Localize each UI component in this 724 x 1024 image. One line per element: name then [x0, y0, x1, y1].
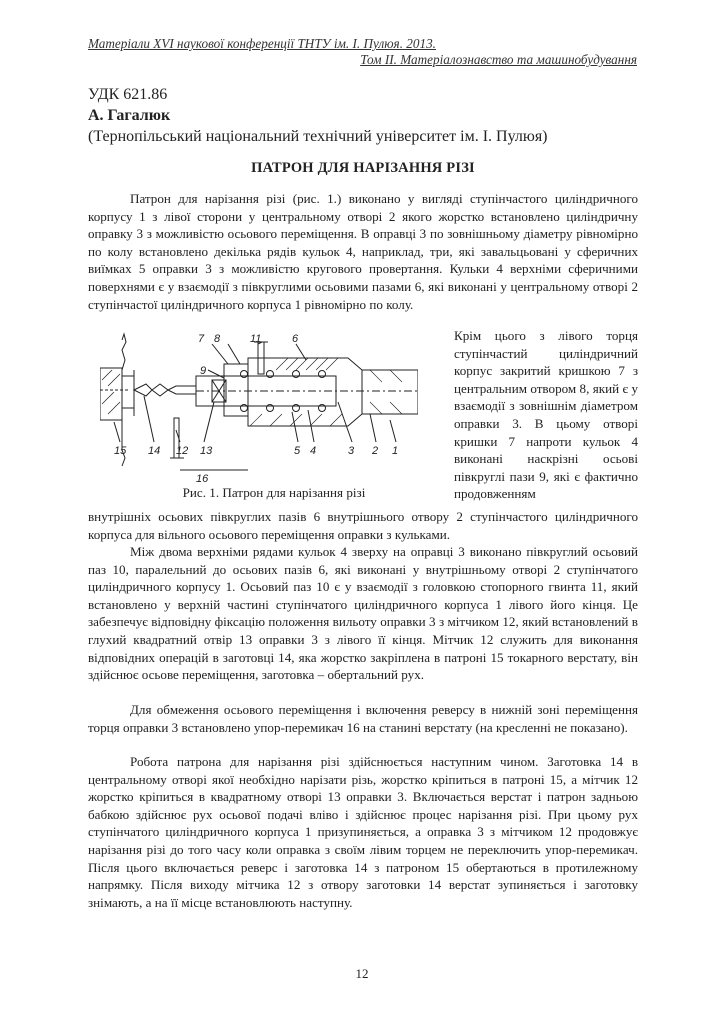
author-name: А. Гагалюк — [88, 107, 171, 124]
figure-label-8: 8 — [214, 333, 221, 345]
udk-code: УДК 621.86 — [88, 86, 168, 103]
figure-label-1: 1 — [392, 445, 399, 457]
paragraph-5: Робота патрона для нарізання різі здійснюється наступним чином. Заготовка 14 в центральному отворі якої необхідно нарізати різь, жорстко кріпиться в патроні 15, а мітчик 12 жорстко кріпиться в квадратному отворі 13 оправки 3. Включається верстат і патрон задньою бабкою здійснює рух осьової подачі вліво і здійснює процес нарізання різі. При цьому рух ступінчатого циліндричного корпуса 1 призупиняється, а оправка 3 з мітчиком 12 продовжує нарізання різі до того часу коли оправка з своїм лівим торцем не переключить упор-перемикач. Після цього включається реверс і заготовка 14 з патроном 15 обертаються в протилежному напрямку. Після виходу мітчика 12 з отвору заготовки 14 верстат зупиняється і заготовку знімають, а на її місце встановлюють наступну. — [88, 754, 638, 910]
paragraph-3: Між двома верхніми рядами кульок 4 зверху на оправці 3 виконано півкруглий осьовий паз 10, паралельний до осьових пазів 6, які виконані у внутрішньому отворі 2 ступінчатого циліндричного корпусу 1. Осьовий паз 10 є у взаємодії з головкою стопорного гвинта 11, який встановлено у верхній частині ступінчатого циліндричного корпуса 1 лівого його кінця. Це забезпечує відповідну фіксацію положення вильоту оправки 3 з мітчиком 12, який встановлений в глухий квадратний отвір 13 оправки 3 з лівого її кінця. Мітчик 12 служить для виконання відповідних операцій в заготовці 14, яка жорстко закріплена в патроні 15 токарного верстату, він здійснює осьове переміщення, заготовка – обертальний рух. — [88, 544, 638, 683]
figure-label-6: 6 — [292, 333, 299, 345]
figure-chuck-drawing — [100, 330, 418, 488]
figure-label-4: 4 — [310, 445, 317, 457]
running-header-volume: Том ІІ. Матеріалознавство та машинобудування — [360, 52, 637, 67]
paragraph-side: Крім цього з лівого торця ступінчастий циліндричний корпус закритий кришкою 7 з центральним отвором 8, який є у взаємодії з зовнішнім діаметром оправки 3. В цьому отворі кришки 7 напроти кульок 4 виконані наскрізні осьові півкруглі пази 9, які є фактично продовженням — [454, 328, 638, 502]
figure-label-11: 11 — [250, 333, 262, 345]
page-number: 12 — [355, 966, 369, 981]
figure-label-12: 12 — [176, 445, 189, 457]
figure-caption: Рис. 1. Патрон для нарізання різі — [182, 485, 366, 500]
figure-label-9: 9 — [200, 365, 207, 377]
article-title: ПАТРОН ДЛЯ НАРІЗАННЯ РІЗІ — [251, 160, 475, 176]
paragraph-2: внутрішніх осьових півкруглих пазів 6 внутрішнього отвору 2 ступінчастого циліндричного корпуса для вільного осьового переміщення оправки з кульками. — [88, 509, 638, 542]
figure-label-5: 5 — [294, 445, 301, 457]
running-header-conference: Матеріали XVІ наукової конференції ТНТУ ім. І. Пулюя. 2013. — [88, 36, 436, 51]
paragraph-4: Для обмеження осьового переміщення і включення реверсу в нижній зоні переміщення торця оправки 3 встановлено упор-перемикач 16 на станині верстату (на кресленні не показано). — [88, 702, 638, 735]
figure-label-15: 15 — [114, 445, 127, 457]
figure-label-3: 3 — [348, 445, 355, 457]
figure-label-7: 7 — [198, 333, 205, 345]
paragraph-1: Патрон для нарізання різі (рис. 1.) виконано у вигляді ступінчастого циліндричного корпусу 1 з лівої сторони у центральному отворі 2 якого жорстко встановлено циліндричну оправку 3 з можливістю осьового переміщення. В оправці 3 по зовнішньому діаметру рівномірно по колу встановлено декілька рядів кульок 4, наприклад, три, які завальцьовані у сферичних виїмках 5 оправки 3 з можливістю кругового провертання. Кульки 4 верхніми сферичними поверхнями є у взаємодії з півкруглими осьовими пазами 6, які виконані у центральному отворі 2 ступінчастої циліндричного корпуса 1 рівномірно по колу. — [88, 191, 638, 312]
figure-label-13: 13 — [200, 445, 213, 457]
figure-label-14: 14 — [148, 445, 161, 457]
author-affiliation: (Тернопільський національний технічний університет ім. І. Пулюя) — [88, 128, 548, 145]
figure-label-2: 2 — [372, 445, 379, 457]
figure-label-16: 16 — [196, 473, 209, 485]
